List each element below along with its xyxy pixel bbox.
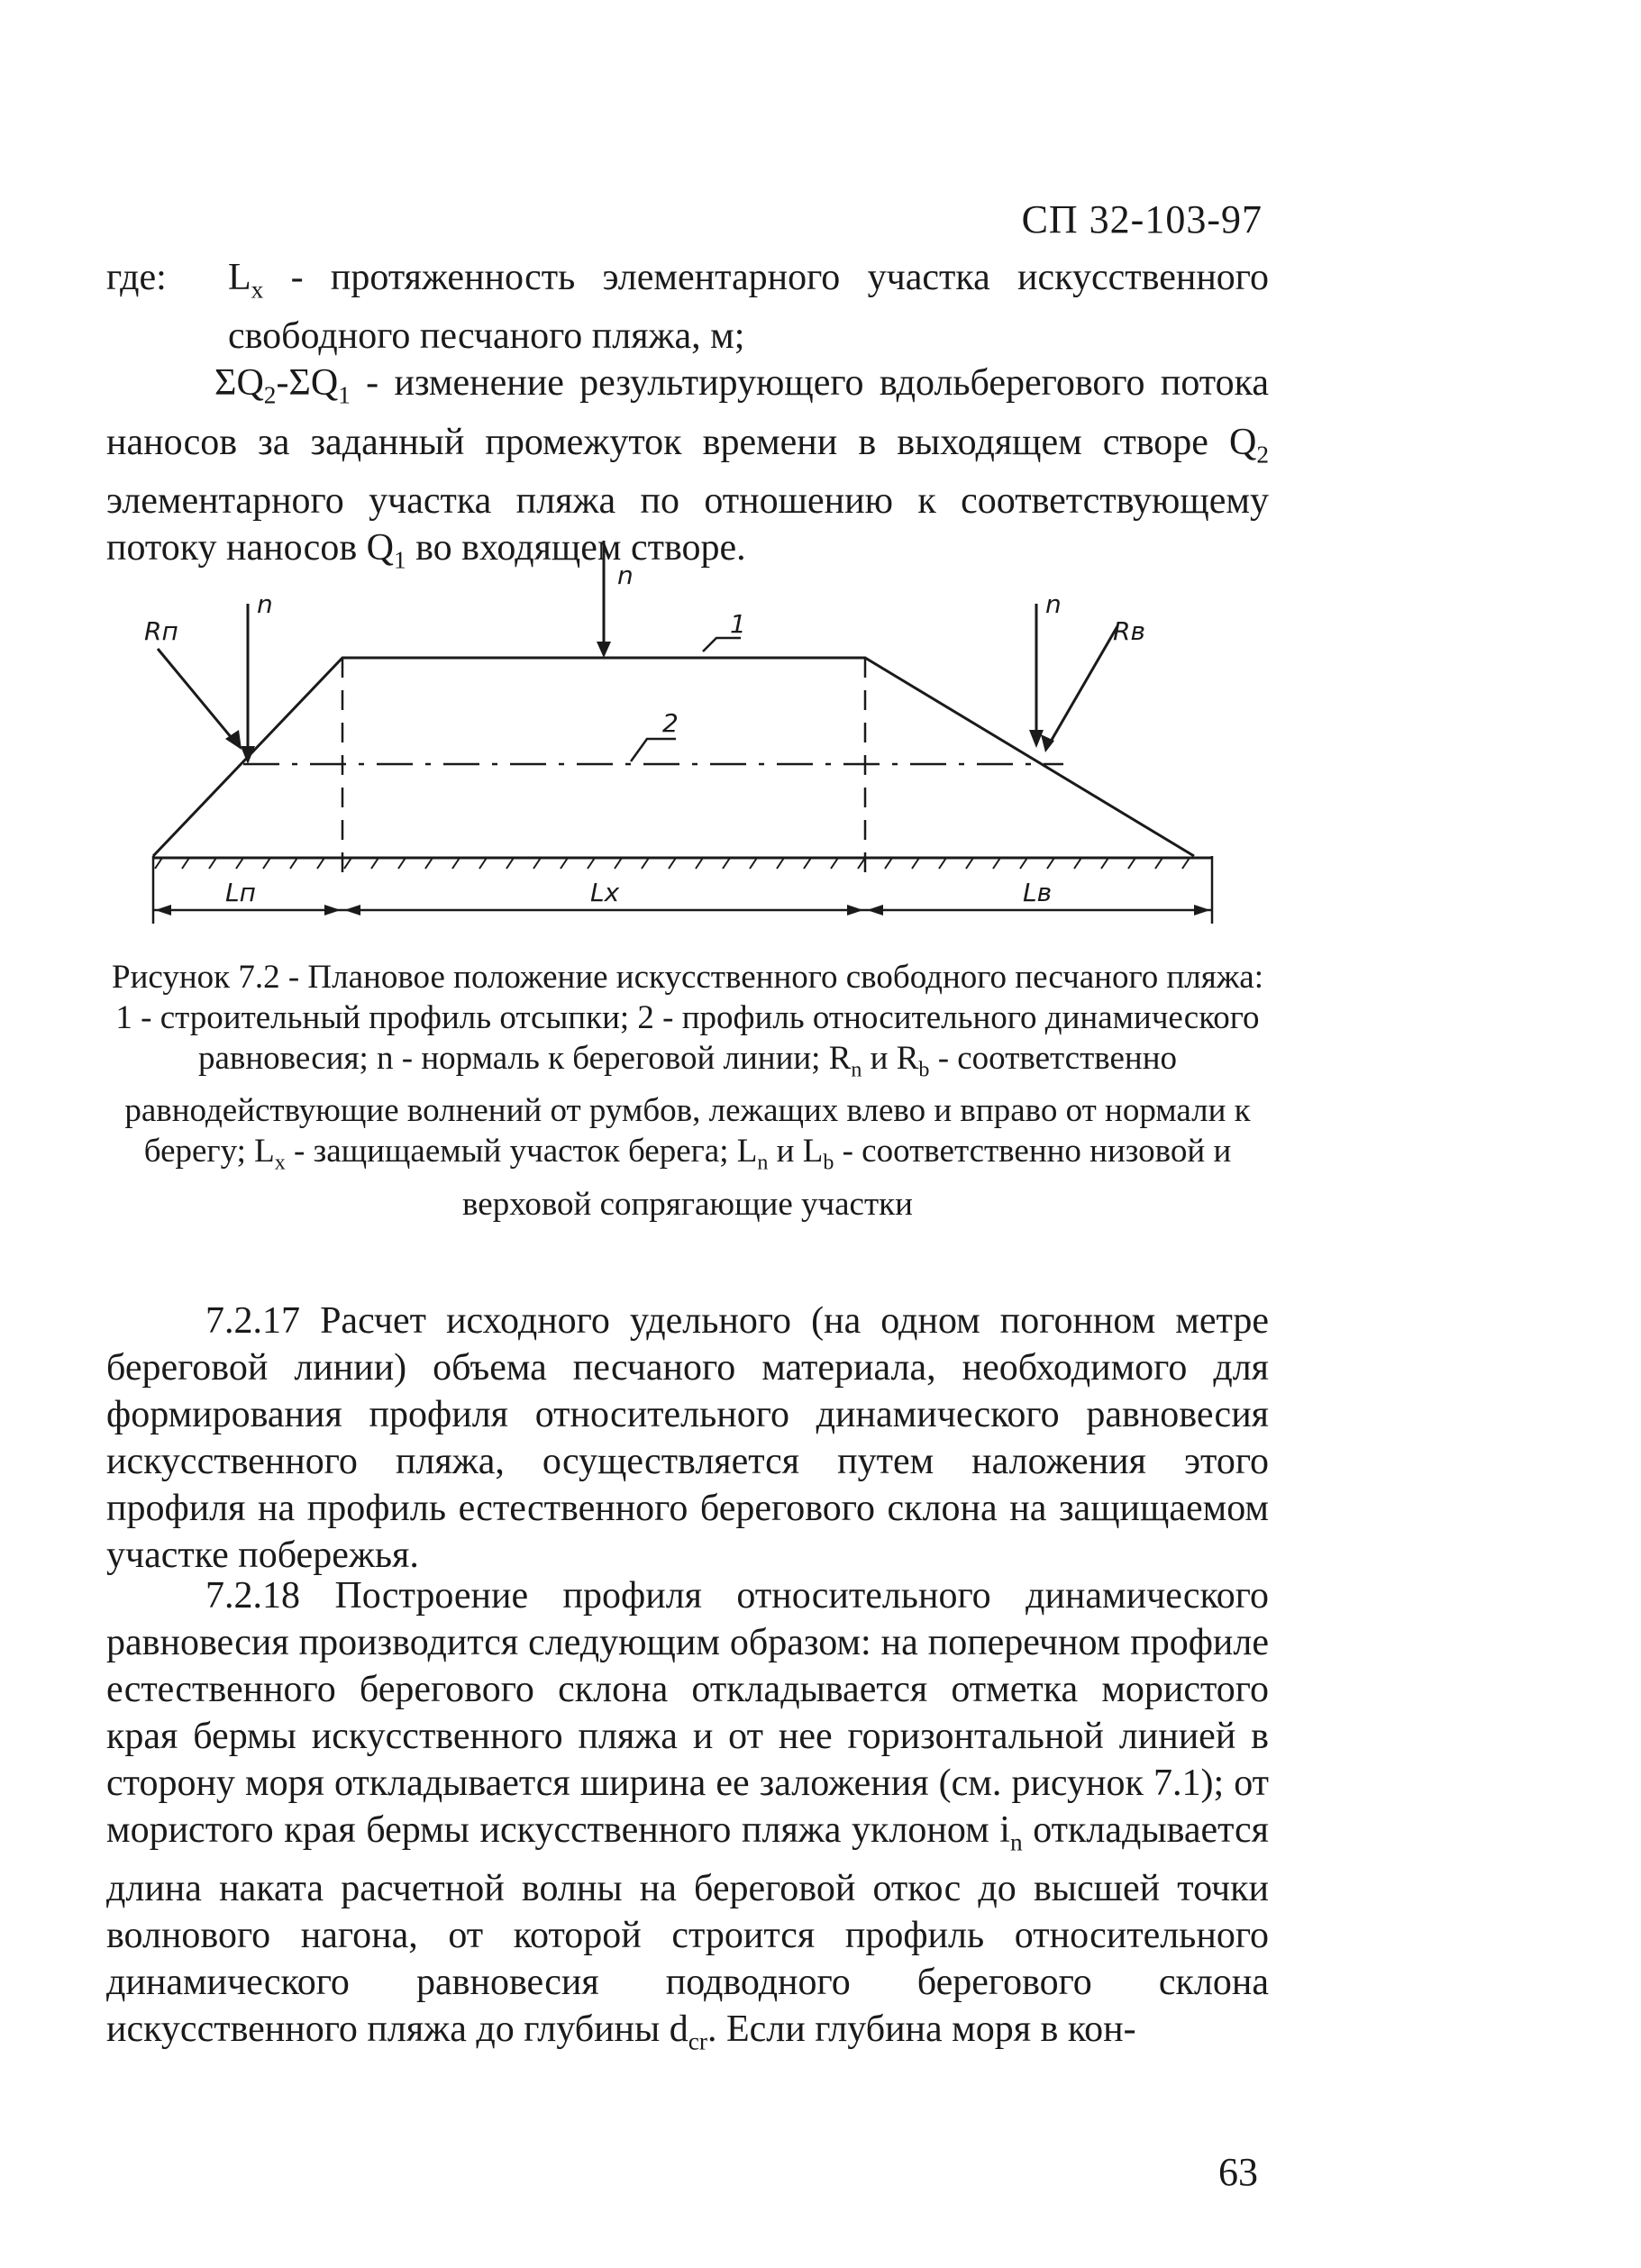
para-7218-sub-cr: cr bbox=[688, 2027, 707, 2055]
construction-profile-line bbox=[153, 658, 1194, 856]
symbol-sum-q1: -ΣQ bbox=[276, 362, 339, 405]
dim-arrow-left-2 bbox=[324, 905, 341, 915]
paragraph-7-2-18-text bbox=[106, 1572, 1269, 2065]
symbol-sum-q2: ΣQ bbox=[214, 362, 264, 405]
label-marker-2: 2 bbox=[662, 708, 679, 738]
figure-caption bbox=[106, 957, 1269, 1225]
subscript-2: 2 bbox=[263, 381, 277, 409]
subscript-2b: 2 bbox=[1256, 441, 1269, 469]
label-dim-right: Lв bbox=[1023, 878, 1053, 907]
label-r-left: Rп bbox=[144, 616, 178, 646]
subscript-1: 1 bbox=[338, 381, 351, 409]
caption-sub-b: b bbox=[918, 1058, 930, 1082]
caption-legend-c: - соответственно равнодействующие волнений от румбов, лежащих влево и вправо от нормали к берегу; L bbox=[124, 1040, 1251, 1170]
definition-q-text-2: элементарного участка пляжа по отношению к соответствующему потоку наносов Q bbox=[106, 480, 1269, 569]
dim-arrow-mid-2 bbox=[847, 905, 863, 915]
label-n-left: n bbox=[257, 589, 273, 619]
paragraph-7-2-17-text: 7.2.17 Расчет исходного удельного (на одном погонном метре береговой линии) объема песчаного материала, необходимого для формирования профиля относительного динамического равновесия искусственного пляжа, осуществляется путем наложения этого профиля на профиль естественного берегового склона на защищаемом участке побережья. bbox=[106, 1300, 1269, 1576]
definition-lx-body: - протяженность элементарного участка искусственного свободного песчаного пляжа, м; bbox=[228, 257, 1269, 358]
subscript-x: x bbox=[251, 276, 264, 304]
dim-arrow-mid-1 bbox=[344, 905, 360, 915]
para-7218-sub-n: n bbox=[1009, 1828, 1023, 1856]
document-code: СП 32-103-97 bbox=[1021, 197, 1263, 241]
dim-arrow-right-1 bbox=[867, 905, 883, 915]
caption-title: Рисунок 7.2 - Плановое положение искусственного свободного песчаного пляжа: bbox=[112, 959, 1263, 996]
para-7218-c: . Если глубина моря в кон- bbox=[707, 2008, 1136, 2051]
leader-1 bbox=[703, 638, 741, 651]
leader-2 bbox=[631, 739, 676, 761]
label-dim-left: Lп bbox=[225, 878, 256, 907]
beach-plan-figure bbox=[135, 541, 1244, 937]
para-7218-b: откладывается длина наката расчетной волны на береговой откос до высшей точки волнового нагона, от которой строится профиль относительного динамического равновесия подводного берегового склона искусственного пляжа до глубины d bbox=[106, 1809, 1269, 2051]
definition-lx-text bbox=[228, 254, 1269, 360]
arrowhead-center bbox=[597, 642, 611, 658]
definition-lx bbox=[106, 254, 1269, 360]
caption-legend-f: - соответственно низовой и верховой сопрягающие участки bbox=[462, 1133, 1232, 1223]
arrowhead-right-normal bbox=[1029, 730, 1044, 748]
caption-legend-d: - защищаемый участок берега; L bbox=[285, 1133, 758, 1170]
label-marker-1: 1 bbox=[730, 609, 746, 639]
shoreline-hatching bbox=[155, 858, 1190, 869]
dim-arrow-left-1 bbox=[155, 905, 171, 915]
page-number: 63 bbox=[1218, 2150, 1258, 2194]
caption-sub-n: n bbox=[851, 1058, 862, 1082]
caption-sub-n2: n bbox=[757, 1151, 769, 1175]
caption-legend-b: и R bbox=[862, 1040, 919, 1077]
label-n-top: n bbox=[617, 560, 634, 590]
definitions-block bbox=[106, 254, 1269, 584]
definition-q-text-1: - изменение результирующего вдольберегового потока наносов за заданный промежуток времени в выходящем створе Q bbox=[106, 362, 1269, 463]
label-dim-center: Lx bbox=[590, 878, 620, 907]
caption-sub-x: x bbox=[274, 1151, 286, 1175]
symbol-l: L bbox=[228, 257, 251, 298]
definition-q-text-3: во входящем створе. bbox=[406, 527, 746, 569]
caption-legend bbox=[106, 997, 1269, 1225]
caption-sub-b2: b bbox=[823, 1151, 834, 1175]
caption-legend-a: 1 - строительный профиль отсыпки; 2 - профиль относительного динамического равновесия; n - нормаль к береговой линии; R bbox=[115, 999, 1260, 1077]
paragraph-7-2-18 bbox=[106, 1572, 1269, 2065]
dim-arrow-right-2 bbox=[1194, 905, 1210, 915]
label-n-right: n bbox=[1045, 589, 1062, 619]
resultant-arrow-right bbox=[1048, 626, 1117, 746]
label-r-right: Rв bbox=[1113, 616, 1145, 646]
paragraph-7-2-17 bbox=[106, 1298, 1269, 1579]
resultant-arrow-left bbox=[158, 649, 236, 743]
definition-lead: где: bbox=[106, 257, 167, 298]
para-7218-a: 7.2.18 Построение профиля относительного динамического равновесия производится следующим образом: на поперечном профиле естественного берегового склона откладывается отметка мористого края бермы искусственного пляжа и от нее горизонтальной линией в сторону моря откладывается ширина ее заложения (см. рисунок 7.1); от мористого края бермы искусственного пляжа уклоном i bbox=[106, 1575, 1269, 1851]
caption-legend-e: и L bbox=[768, 1133, 824, 1170]
subscript-1b: 1 bbox=[393, 546, 406, 574]
